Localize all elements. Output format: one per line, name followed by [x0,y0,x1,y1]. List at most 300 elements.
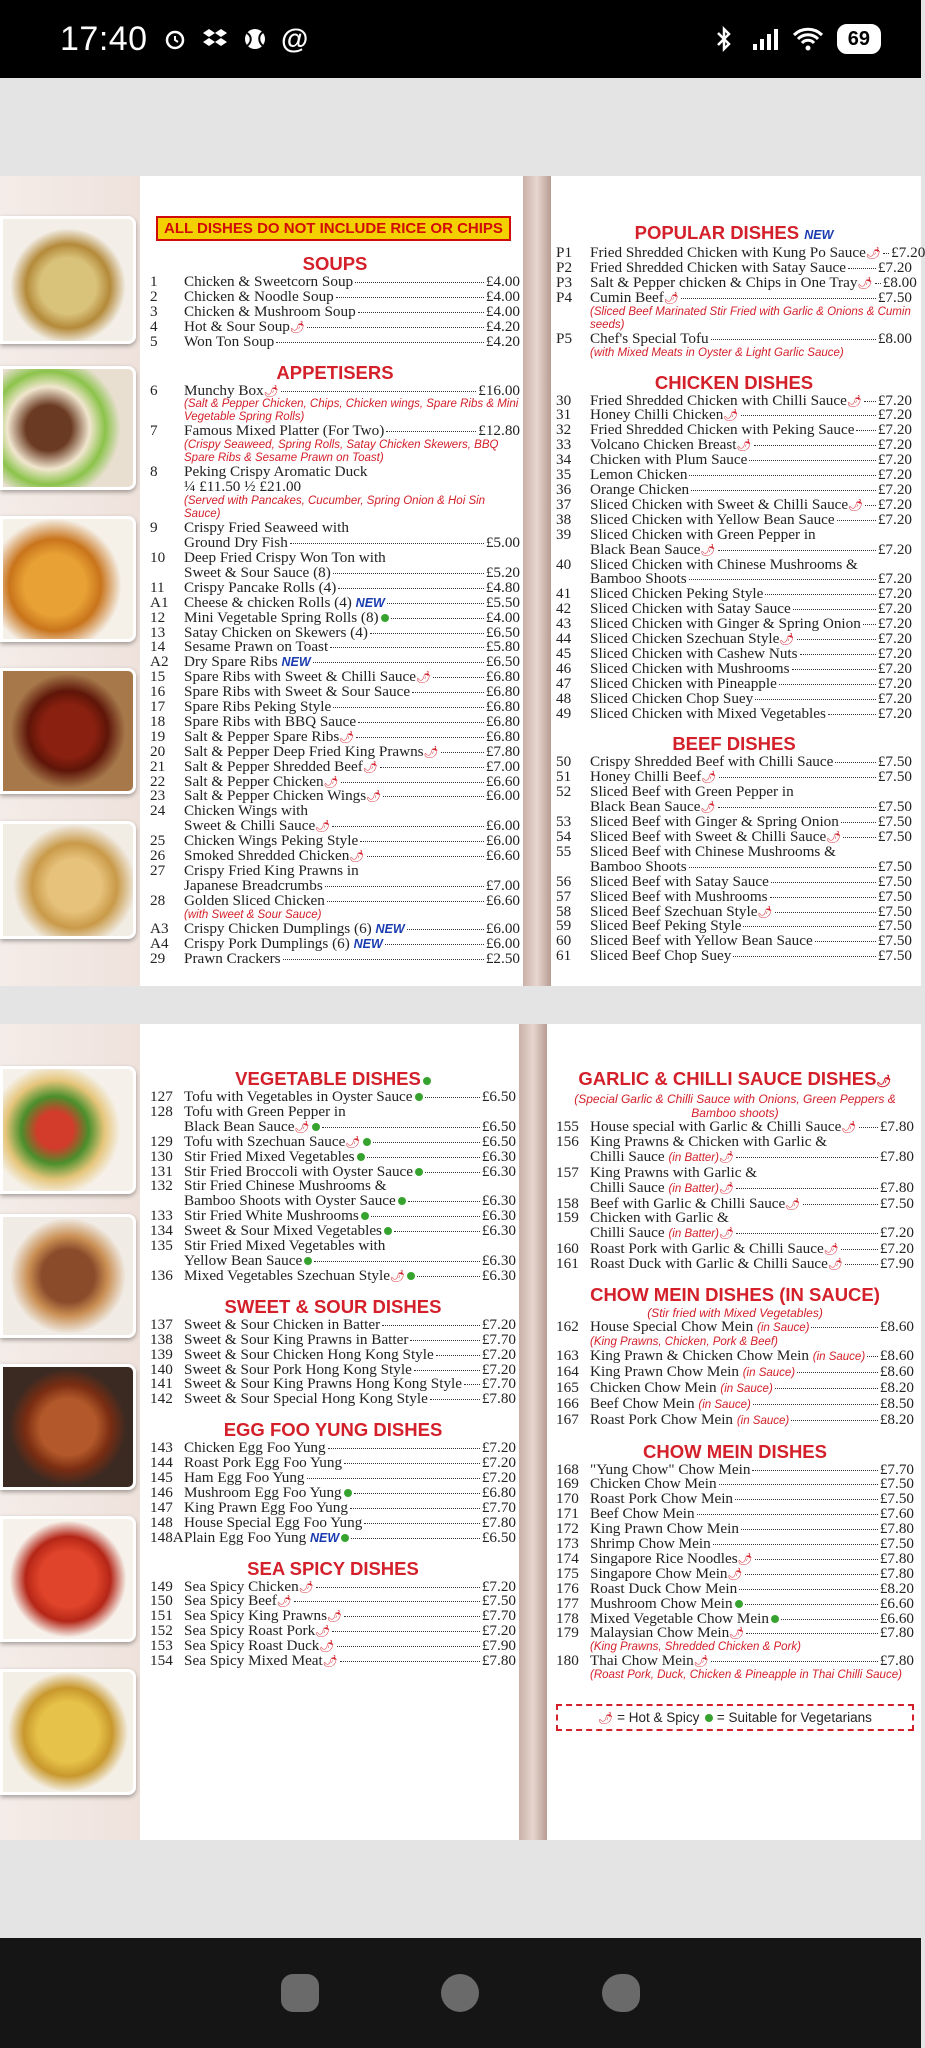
item-inline-note: (in Sauce) [742,1366,796,1379]
chili-icon: 🌶 [327,1609,343,1624]
item-number: 33 [556,436,572,454]
item-name-text: Chilli Sauce [590,1147,665,1165]
item-name-text: Sliced Beef Chop Suey [590,947,732,965]
veg-icon [735,1600,743,1608]
item-name [184,1654,338,1669]
dot-leader [863,624,876,625]
crispy-beef-photo [0,1364,136,1490]
item-price: £7.50 [877,828,912,845]
menu-item [150,1528,516,1546]
item-price: £7.20 [877,421,912,439]
item-name-text: Sliced Beef with Yellow Bean Sauce [590,932,813,950]
dot-leader [333,707,484,708]
item-name-text: Sea Spicy King Prawns [184,1607,328,1625]
section-title-text: EGG FOO YUNG DISHES [223,1419,443,1441]
at-sign-icon: @ [280,23,309,54]
section-subtitle: (Stir fried with Mixed Vegetables) [647,1306,823,1321]
chili-icon: 🌶 [718,1149,735,1164]
item-price: £7.20 [877,659,912,677]
item-name-text: House Special Chow Mein [590,1318,754,1336]
dot-leader [775,1388,878,1389]
new-badge: NEW [310,1530,340,1545]
dot-leader [741,415,876,416]
dot-leader [828,714,876,715]
item-name-text: Sea Spicy Beef [184,1592,277,1610]
dot-leader [373,1142,480,1143]
item-price: £7.80 [879,1178,914,1196]
item-number: 160 [556,1240,579,1258]
item-price: £7.20 [481,1622,516,1640]
dot-leader [718,550,876,551]
chili-icon: 🌶 [848,497,864,512]
item-price: £7.20 [877,585,912,603]
item-price: £6.80 [485,668,520,686]
item-price: £6.00 [485,919,520,937]
item-price: £7.20 [877,615,912,633]
item-inline-note: (in Sauce) [698,1398,751,1411]
dot-leader [425,1172,480,1173]
item-number: 47 [556,674,572,692]
chili-icon: 🌶 [366,789,382,804]
dot-leader [753,1404,878,1405]
dot-leader [436,1355,480,1356]
dot-leader [771,882,876,883]
item-number: 146 [150,1483,173,1501]
recent-apps-button[interactable] [281,1974,319,2012]
item-number: 7 [150,422,158,440]
chili-icon: 🌶 [857,275,873,290]
item-number: 56 [556,872,572,890]
chili-icon: 🌶 [785,1196,801,1211]
dot-leader [841,1249,878,1250]
item-price: £8.20 [879,1579,914,1597]
item-name-text: Crispy Shredded Beef with Chilli Sauce [590,753,834,771]
item-price: £7.20 [877,570,912,588]
dot-leader [408,1201,480,1202]
item-number: 38 [556,510,572,528]
item-name-text: Fried Shredded Chicken with Satay Sauce [590,258,847,276]
item-number: 179 [556,1624,579,1642]
item-price: £7.70 [481,1375,516,1393]
item-number: 155 [556,1118,579,1135]
item-number: 130 [150,1147,173,1165]
item-number: 42 [556,600,572,618]
item-price: £7.20 [481,1577,516,1595]
item-number: 16 [150,683,166,701]
item-name [184,949,281,967]
item-number: P2 [556,258,573,276]
item-number: 48 [556,689,572,707]
item-name-text: Sliced Chicken Peking Style [590,585,764,603]
section-title-text: CHICKEN DISHES [654,371,814,393]
item-name-text: Sliced Beef with Ginger & Spring Onion [590,813,839,831]
dot-leader [739,1589,878,1590]
item-name-text: King Prawn & Chicken Chow Mein [590,1346,809,1364]
item-name-text: "Yung Chow" Chow Mein [590,1460,751,1478]
dot-leader [417,1276,480,1277]
chili-icon: 🌶 [736,438,752,453]
back-button[interactable] [602,1974,640,2012]
item-number: 2 [150,287,158,305]
item-price: £4.00 [485,273,520,290]
item-price: £8.50 [879,1394,914,1412]
menu-column-left [150,176,520,986]
item-price: £7.60 [879,1505,914,1523]
item-number: 35 [556,466,572,484]
dot-leader [360,841,484,842]
item-price: £6.00 [485,832,520,850]
item-name-text: Sweet & Sour Mixed Vegetables [184,1222,382,1240]
item-name-text: Crispy Fried Seaweed with [184,519,349,537]
item-name-text: Honey Chilli Beef [590,768,702,786]
item-number: 142 [150,1390,173,1408]
item-price: £7.20 [481,1345,516,1363]
item-price: £7.80 [879,1147,914,1165]
item-number: 149 [150,1577,173,1595]
dot-leader [382,1325,480,1326]
dot-leader [745,1604,878,1605]
won-ton-soup-photo [0,216,136,344]
item-price: £4.00 [485,302,520,320]
dot-leader [364,1523,480,1524]
item-price: £6.80 [485,727,520,745]
item-name [590,1654,709,1669]
item-name-text: Sliced Beef with Satay Sauce [590,872,769,890]
item-price: £7.50 [879,1475,914,1493]
item-number: 174 [556,1549,579,1567]
chili-icon: 🌶 [349,849,365,864]
item-name-text: Salt & Pepper Spare Ribs [184,727,340,745]
item-number: 138 [150,1330,173,1348]
item-name-text: ¼ £11.50 ½ £21.00 [184,478,302,496]
item-name-text: Sweet & Chilli Sauce [184,817,316,835]
dot-leader [327,901,484,902]
section-title [556,1284,914,1306]
item-name [590,704,826,722]
dot-leader [441,752,484,753]
item-number: 11 [150,578,165,596]
menu-column-right-2 [556,1024,914,1840]
section-title [150,362,520,384]
dot-leader [749,460,875,461]
item-name-text: King Prawns with Garlic & [590,1163,758,1181]
item-inline-note: (in Sauce) [812,1350,866,1363]
item-note: (Roast Pork, Duck, Chicken & Pineapple in Thai Chilli Sauce) [590,1669,902,1682]
chili-icon: 🌶 [319,1639,335,1654]
item-number: 178 [556,1609,579,1627]
item-number: 46 [556,659,572,677]
chili-icon: 🌶 [700,542,716,557]
section-title [556,733,912,755]
item-number: 180 [556,1652,579,1670]
item-name-text: Beef with Garlic & Chilli Sauce [590,1194,786,1212]
item-number: 157 [556,1163,579,1181]
section-title [556,222,912,246]
item-name-text: King Prawn Egg Foo Yung [184,1498,348,1516]
item-name-text: Black Bean Sauce [590,798,701,816]
item-number: 53 [556,813,572,831]
item-price: £7.50 [877,887,912,905]
dot-leader [433,677,484,678]
menu-item [150,424,520,439]
item-price: £7.20 [877,689,912,707]
item-number: 52 [556,783,572,801]
food-photo-strip [0,176,140,986]
item-price: £7.20 [481,1469,516,1487]
item-name-text: Ham Egg Foo Yung [184,1469,305,1487]
item-price: £7.20 [877,391,912,409]
dot-leader [314,1261,480,1262]
dot-leader [371,1216,480,1217]
item-name-text: Crispy Pork Dumplings (6) [184,934,350,952]
item-name-text: Sliced Chicken with Mushrooms [590,659,790,677]
item-name-text: Orange Chicken [590,480,690,498]
item-price: £4.00 [485,287,520,305]
item-inline-note: (in Sauce) [720,1382,773,1395]
section-title [556,1441,914,1463]
item-number: 141 [150,1375,173,1393]
chili-icon: 🌶 [276,1594,293,1609]
item-name [184,424,384,439]
item-price: £7.70 [481,1498,516,1516]
item-name-text: Fried Shredded Chicken with Peking Sauce [590,421,855,439]
item-price: £7.80 [879,1118,914,1135]
chili-icon: 🌶 [322,1654,339,1669]
item-number: 152 [150,1622,173,1640]
item-number: 167 [556,1410,579,1428]
item-note: (King Prawns, Shredded Chicken & Pork) [590,1641,801,1654]
veg-icon [304,1257,312,1265]
item-price: £7.50 [877,753,912,771]
item-name-text: Crispy Fried King Prawns in [184,862,359,879]
dot-leader [755,699,876,700]
item-name-text: Sweet & Sour Chicken Hong Kong Style [184,1345,434,1363]
item-price: £7.50 [877,813,912,831]
chili-icon: 🌶 [826,830,842,844]
rice-chips-banner: ALL DISHES DO NOT INCLUDE RICE OR CHIPS [156,216,511,241]
menu-item [150,480,520,495]
dot-leader [845,1264,878,1265]
chili-icon: 🌶 [827,1257,844,1272]
dot-leader [380,767,484,768]
section-title-text: CHOW MEIN DISHES (IN SAUCE) [590,1284,880,1306]
item-name-text: Sweet & Sour Special Hong Kong Style [184,1390,428,1408]
section-title-text: VEGETABLE DISHES [235,1068,421,1089]
section-title-text: SOUPS [302,253,368,274]
item-price: £6.50 [481,1088,516,1105]
dot-leader [386,431,476,432]
dot-leader [856,430,875,431]
item-number: A4 [150,934,169,952]
dot-leader [344,1463,480,1464]
item-number: 162 [556,1318,579,1336]
dot-leader [837,520,876,521]
chili-icon: 🌶 [263,383,279,398]
item-number: 12 [150,608,166,626]
dot-leader [736,1233,878,1234]
new-badge: NEW [353,936,383,951]
item-name [184,891,325,909]
item-name-text: House Special Egg Foo Yung [184,1513,363,1531]
item-price: £6.30 [481,1266,516,1284]
chili-icon: 🌶 [598,1711,614,1726]
item-number: 57 [556,887,572,905]
item-name-text: Yellow Bean Sauce [184,1251,303,1269]
item-number: 18 [150,712,166,730]
dot-leader [811,1327,877,1328]
item-name-text: Sliced Beef with Green Pepper in [590,783,794,801]
chili-icon: 🌶 [823,1242,839,1257]
item-price: £7.20 [877,258,912,276]
item-number: 4 [150,317,158,335]
dot-leader [350,1508,480,1509]
item-name-text: Sweet & Sour Chicken in Batter [184,1315,381,1333]
dot-leader [711,1661,878,1662]
item-number: 170 [556,1490,579,1508]
item-name-text: Peking Crispy Aromatic Duck [184,463,368,481]
item-price: £6.60 [485,891,520,909]
item-name-text: Roast Pork with Garlic & Chilli Sauce [590,1240,824,1258]
dot-leader [410,1340,479,1341]
item-name-text: Stir Fried Chinese Mushrooms & [184,1177,387,1195]
dot-leader [681,298,876,299]
item-name-text: Singapore Rice Noodles [590,1549,738,1567]
chili-icon: 🌶 [876,1074,892,1088]
item-number: 163 [556,1346,579,1364]
item-number: 169 [556,1475,579,1493]
menu-item [556,1320,914,1336]
item-name-text: Chicken Egg Foo Yung [184,1439,326,1457]
item-number: 36 [556,480,572,498]
item-number: 45 [556,644,572,662]
item-name-text: King Prawn Chow Mein [590,1362,739,1380]
menu-page-2 [0,1024,921,1840]
item-name-text: Chicken Wings Peking Style [184,832,359,850]
navigation-bar [0,1938,921,2048]
veg-icon [705,1714,713,1722]
chili-icon: 🌶 [315,819,331,834]
wifi-icon [795,26,821,52]
item-name-text: Sliced Beef Peking Style [590,917,742,935]
item-name-text: Chicken & Noodle Soup [184,287,334,305]
item-number: 165 [556,1378,579,1396]
item-number: 127 [150,1088,173,1105]
item-inline-note: (in Sauce) [757,1322,810,1335]
item-price: £6.30 [481,1222,516,1240]
item-price: £8.00 [877,329,912,347]
item-number: 49 [556,704,572,722]
item-price: £6.00 [485,787,520,805]
item-number: A3 [150,919,169,937]
item-price: £6.60 [879,1609,914,1627]
veg-icon [357,1153,365,1161]
item-name-text: Sliced Chicken with Yellow Bean Sauce [590,510,835,528]
item-price: £6.60 [485,847,520,865]
dot-leader [313,662,484,663]
dot-leader [355,282,484,283]
dot-leader [743,926,875,927]
chili-icon: 🌶 [323,774,339,789]
item-number: 168 [556,1460,579,1478]
item-price: £8.00 [882,273,917,291]
chili-icon: 🌶 [298,1579,314,1594]
dot-leader [803,1204,878,1205]
dot-leader [755,1559,878,1560]
item-name-text: Salt & Pepper Shredded Beef [184,757,363,775]
item-number: 143 [150,1439,173,1457]
item-price: £7.50 [877,288,912,306]
veg-icon [344,1489,352,1497]
item-name-text: Sea Spicy Mixed Meat [184,1652,323,1670]
dot-leader [430,1399,480,1400]
cashew-chicken-photo [0,1214,136,1338]
item-price: £7.20 [877,644,912,662]
item-price: £7.90 [481,1637,516,1655]
menu-page-1 [0,176,925,986]
item-price: £6.50 [485,623,520,641]
menu-item [150,332,520,350]
item-number: 26 [150,847,166,865]
item-name-text: Crispy Pancake Rolls (4) [184,578,337,596]
item-price: £4.00 [485,608,520,626]
item-name-text: Stir Fried Broccoli with Oyster Sauce [184,1162,414,1180]
dot-leader [781,1619,878,1620]
section-title-text: GARLIC & CHILLI SAUCE DISHES [578,1068,877,1089]
item-price: £6.80 [481,1483,516,1501]
dot-leader [689,867,876,868]
dot-leader [797,1372,878,1373]
item-name-text: Sweet & Sour King Prawns Hong Kong Style [184,1375,463,1393]
item-number: 148 [150,1513,173,1531]
chili-icon: 🌶 [339,729,355,744]
dot-leader [867,1356,878,1357]
item-price: £6.50 [485,653,520,671]
item-name-text: House special with Garlic & Chilli Sauce [590,1118,842,1135]
chili-icon: 🌶 [423,744,439,759]
item-number: 58 [556,902,572,920]
item-price: £7.20 [877,674,912,692]
item-price: £7.50 [877,917,912,935]
section-title-text: APPETISERS [276,361,394,383]
egg-foo-yung-photo [0,1669,136,1795]
item-name-text: Spare Ribs with BBQ Sauce [184,712,357,730]
item-number: 8 [150,463,158,481]
item-number: 140 [150,1360,173,1378]
item-number: 61 [556,947,572,965]
dot-leader [697,1514,878,1515]
item-name-text: Tofu with Vegetables in Oyster Sauce [184,1088,413,1105]
home-button[interactable] [441,1974,479,2012]
item-number: 27 [150,862,166,879]
item-name [590,1257,843,1272]
item-number: 10 [150,548,166,566]
section-title [150,1558,516,1580]
page-divider-2 [519,1024,547,1840]
item-name-text: Sea Spicy Roast Pork [184,1622,316,1640]
prawn-toast-photo [0,516,136,642]
veg-icon [361,1212,369,1220]
item-number: 139 [150,1345,173,1363]
item-number: 37 [556,495,572,513]
dot-leader [741,1529,878,1530]
menu-item [556,1654,914,1669]
dot-leader [800,654,876,655]
item-name-text: Salt & Pepper Chicken [184,772,324,790]
item-number: 161 [556,1255,579,1273]
dot-leader [367,856,484,857]
dot-leader [736,1188,878,1189]
item-name-text: Spare Ribs with Sweet & Sour Sauce [184,683,411,701]
